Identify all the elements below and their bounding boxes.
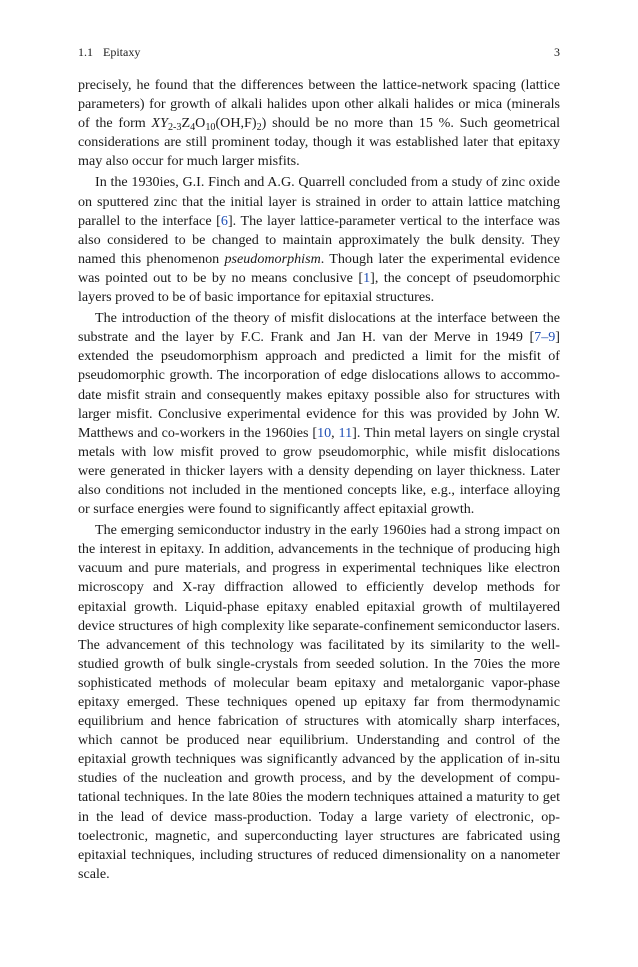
p2-text-d: ], the concept of pseudomorphic layers proved to be of basic importance for epitaxial structures. [78,269,560,306]
body-text [78,76,560,884]
running-head-section [78,44,140,60]
formula-sub-4: 2 [256,122,262,134]
p2-text-a: In the 1930ies, G.I. Finch and A.G. Quarrell concluded from a study of zinc oxide on sputtered zinc that the initial layer is strained in order to attain lattice matching parallel to the interface [ [78,174,560,229]
paragraph-1 [78,76,560,171]
formula-ohf: (OH,F) [215,115,257,132]
paragraph-3 [78,309,560,519]
formula-sub-2: 4 [190,122,196,134]
p1-text-a: precisely, he found that the differences between the lattice-network spacing (lattice parameters) for growth of alkali halides upon other alkali halides or mica (minerals of the form [78,77,560,132]
formula-xy: XY [151,115,168,132]
p3-text-c: ]. Thin metal layers on single crystal metals with low misfit proved to grow pseudomorphic, while misfit dislocations were generated in thicker layers with a density depending on layer thickness. Later also conditions not included in the mentioned concepts like, e.g., interface alloying or surface energies were found to significantly affect epitaxial growth. [78,424,561,518]
citation-separator: , [331,424,339,441]
section-number: 1.1 [78,45,93,59]
mica-formula [151,115,267,134]
formula-o: O [195,115,206,132]
formula-sub-1: 2-3 [167,122,182,134]
page-number: 3 [554,45,560,59]
p3-text-a: The introduction of the theory of misfit dislocations at the interface between the substrate and the layer by F.C. Frank and Jan H. van der Merve in 1949 [ [78,310,560,346]
paragraph-2 [78,173,560,307]
running-head [78,44,560,60]
citation-link-11[interactable]: 11 [338,424,353,441]
citation-link-7-9[interactable]: 7–9 [534,329,556,346]
p1-text-b: should be no more than 15 %. Such geometrical considerations are still prominent today, though it was established later that epitaxy may also occur for much larger misfits. [78,115,560,170]
paragraph-4: The emerging semiconductor industry in the early 1960ies had a strong impact on the interest in epitaxy. In addition, advancements in the technique of producing high vacuum and pure materials, and progress in experimental techniques like electron microscopy and X-ray diffraction allowed to efficiently develop methods for epitaxial growth. Liquid-phase epitaxy enabled epitaxial growth of multilayered device structures of high complexity like separate-confinement semiconductor lasers. The advancement of this technology was facilitated by its similarity to the well-studied growth of bulk single-crystals from seeded solution. In the 70ies the more sophisticated methods of molecular beam epitaxy and metalorganic vapor-phase epitaxy emerged. These techniques opened up epitaxy far from thermodynamic equilibrium and hence fabrication of structures with atomically sharp interfaces, which cannot be produced near equilibrium. Understanding and control of the epitaxial growth techniques was significantly advanced by the application of in-situ studies of the nucleation and growth process, and by the development of computational techniques. In the late 80ies the modern techniques attained a maturity to get in the lead of device mass-production. Today a large variety of electronic, optoelectronic, magnetic, and superconducting layer structures are fabricated using epitaxial techniques, including structures of reduced dimensionality on a nanometer scale. [78,522,560,882]
p3-text-b: ] extended the pseudomorphism approach and predicted a limit for the misfit of pseudomorphic growth. The incorporation of edge dislocations allows to accommodate misfit strain and consequently makes epitaxy possible also for structures with larger misfit. Conclusive experimental evidence for this was provided by John W. Matthews and co-workers in the 1960ies [ [78,329,560,441]
p2-text-c: . Though later the experimental evidence was pointed out to be by no means conclusive [ [78,250,560,286]
citation-link-10[interactable]: 10 [317,424,332,441]
citation-link-1[interactable]: 1 [363,269,371,286]
formula-z: Z [181,115,191,132]
formula-sub-3: 10 [205,122,216,134]
p2-text-b: ]. The layer lattice-parameter vertical to the interface was also considered to be changed to maintain approximately the bulk density. They named this phenomenon [78,212,561,267]
p2-emphasis-term: pseudomorphism [224,250,321,267]
citation-link-6[interactable]: 6 [220,212,228,229]
formula-close: ) [261,115,267,132]
section-title: Epitaxy [103,45,141,59]
page [78,44,560,884]
